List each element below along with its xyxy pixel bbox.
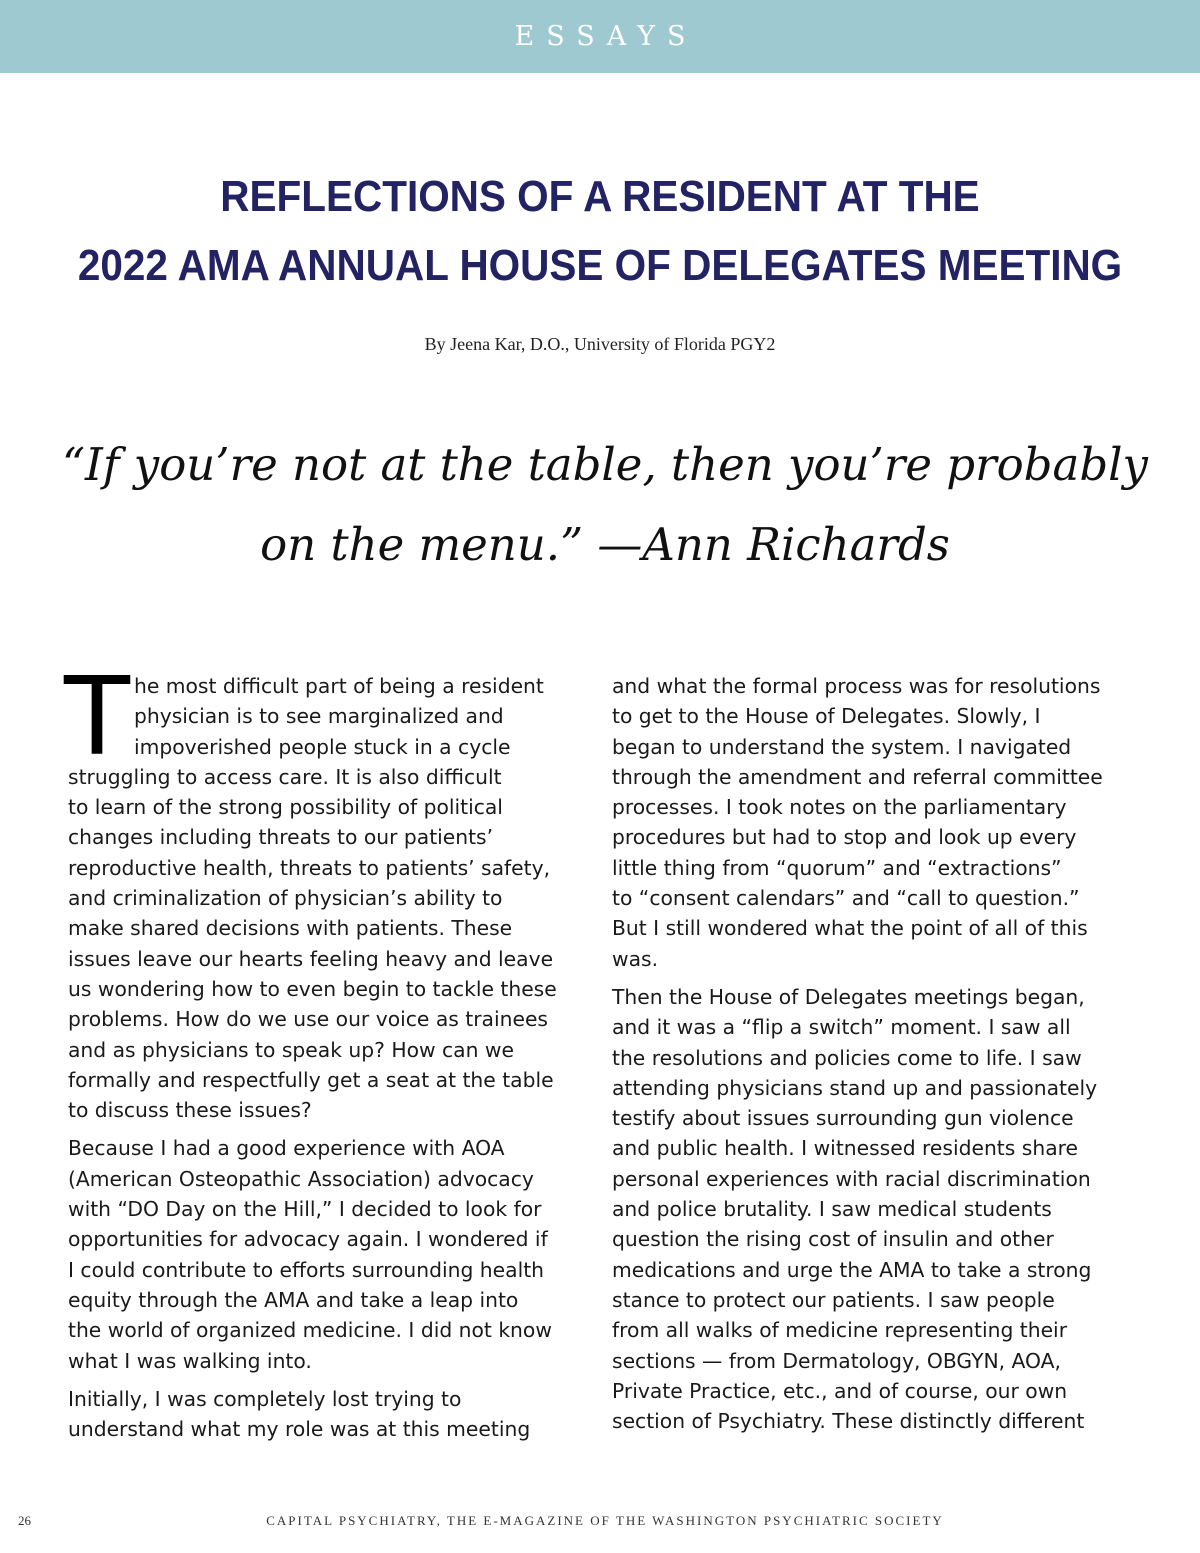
right-column [612, 671, 1142, 1444]
text-line: attending physicians stand up and passionately [612, 1075, 1098, 1100]
text-line: processes. I took notes on the parliamentary [612, 795, 1067, 820]
left-column [64, 655, 593, 1452]
text-line: what I was walking into. [68, 1348, 312, 1373]
text-line: procedures but had to stop and look up every [612, 825, 1077, 850]
page-number: 26 [18, 1513, 31, 1528]
text-line: personal experiences with racial discrimination [612, 1166, 1091, 1191]
text-line: to discuss these issues? [68, 1098, 312, 1123]
text-line: physician is to see marginalized and [133, 704, 504, 729]
text-line: testify about issues surrounding gun violence [612, 1106, 1074, 1131]
text-line: issues leave our hearts feeling heavy and leave [68, 946, 554, 971]
paragraph [612, 982, 1142, 1436]
page-footer [0, 1513, 1200, 1533]
text-line: Then the House of Delegates meetings began, [612, 984, 1085, 1009]
paragraph [68, 1133, 593, 1375]
text-line: the world of organized medicine. I did not know [68, 1318, 552, 1343]
text-line: through the amendment and referral committee [612, 764, 1103, 789]
text-line: to get to the House of Delegates. Slowly, I [612, 704, 1041, 729]
text-line: I could contribute to efforts surrounding health [68, 1257, 545, 1282]
paragraph [612, 671, 1142, 974]
text-line: impoverished people stuck in a cycle [133, 734, 511, 759]
byline: By Jeena Kar, D.O., University of Florida PGY2 [424, 334, 776, 354]
text-line: struggling to access care. It is also difficult [68, 764, 502, 789]
title-line: 2022 AMA ANNUAL HOUSE OF DELEGATES MEETING [77, 241, 1123, 290]
text-line: problems. How do we use our voice as trainees [68, 1007, 548, 1032]
pull-quote [60, 425, 1150, 585]
text-line: us wondering how to even begin to tackle these [68, 976, 557, 1001]
section-label: ESSAYS [514, 21, 698, 52]
text-line: medications and urge the AMA to take a strong [612, 1257, 1092, 1282]
text-line: to learn of the strong possibility of political [68, 795, 503, 820]
text-line: to “consent calendars” and “call to question.” [612, 886, 1080, 911]
text-line: and as physicians to speak up? How can we [68, 1037, 514, 1062]
text-line: stance to protect our patients. I saw people [612, 1287, 1055, 1312]
text-line: from all walks of medicine representing their [612, 1318, 1068, 1343]
text-line: and public health. I witnessed residents share [612, 1136, 1078, 1161]
text-line: little thing from “quorum” and “extractions” [612, 855, 1062, 880]
text-line: formally and respectfully get a seat at the table [68, 1067, 554, 1092]
text-line: he most difficult part of being a resident [133, 674, 544, 698]
text-line: with “DO Day on the Hill,” I decided to look for [68, 1197, 542, 1222]
text-line: began to understand the system. I navigated [612, 734, 1072, 759]
article-title [48, 162, 1152, 300]
quote-line: on the menu.” —Ann Richards [260, 518, 950, 571]
text-line: But I still wondered what the point of all of this [612, 916, 1088, 941]
text-line: changes including threats to our patients’ [68, 825, 494, 850]
text-line: equity through the AMA and take a leap into [68, 1287, 519, 1312]
text-line: and what the formal process was for resolutions [612, 674, 1101, 698]
drop-cap: T [64, 655, 130, 780]
text-line: make shared decisions with patients. These [68, 916, 513, 941]
text-line: and it was a “flip a switch” moment. I saw all [612, 1015, 1071, 1040]
paragraph [64, 655, 593, 1125]
text-line: sections — from Dermatology, OBGYN, AOA, [612, 1348, 1061, 1373]
text-line: Private Practice, etc., and of course, our own [612, 1378, 1068, 1403]
text-line: Initially, I was completely lost trying to [68, 1386, 462, 1411]
text-line: was. [612, 946, 659, 971]
text-line: section of Psychiatry. These distinctly different [612, 1409, 1085, 1434]
text-line: reproductive health, threats to patients’ safety, [68, 855, 551, 880]
text-line: (American Osteopathic Association) advocacy [68, 1166, 534, 1191]
text-line: the resolutions and policies come to life. I saw [612, 1045, 1082, 1070]
title-line: REFLECTIONS OF A RESIDENT AT THE [220, 172, 980, 221]
text-line: and criminalization of physician’s ability to [68, 886, 503, 911]
publication-name: CAPITAL PSYCHIATRY, THE E-MAGAZINE OF THE WASHINGTON PSYCHIATRIC SOCIETY [266, 1513, 944, 1528]
text-line: opportunities for advocacy again. I wondered if [68, 1227, 548, 1252]
quote-line: “If you’re not at the table, then you’re probably [62, 438, 1148, 491]
section-banner [0, 0, 1200, 73]
text-line: question the rising cost of insulin and other [612, 1227, 1054, 1252]
text-line: Because I had a good experience with AOA [68, 1136, 505, 1161]
paragraph [68, 1384, 593, 1445]
text-line: and police brutality. I saw medical students [612, 1197, 1052, 1222]
text-line: understand what my role was at this meeting [68, 1417, 531, 1442]
